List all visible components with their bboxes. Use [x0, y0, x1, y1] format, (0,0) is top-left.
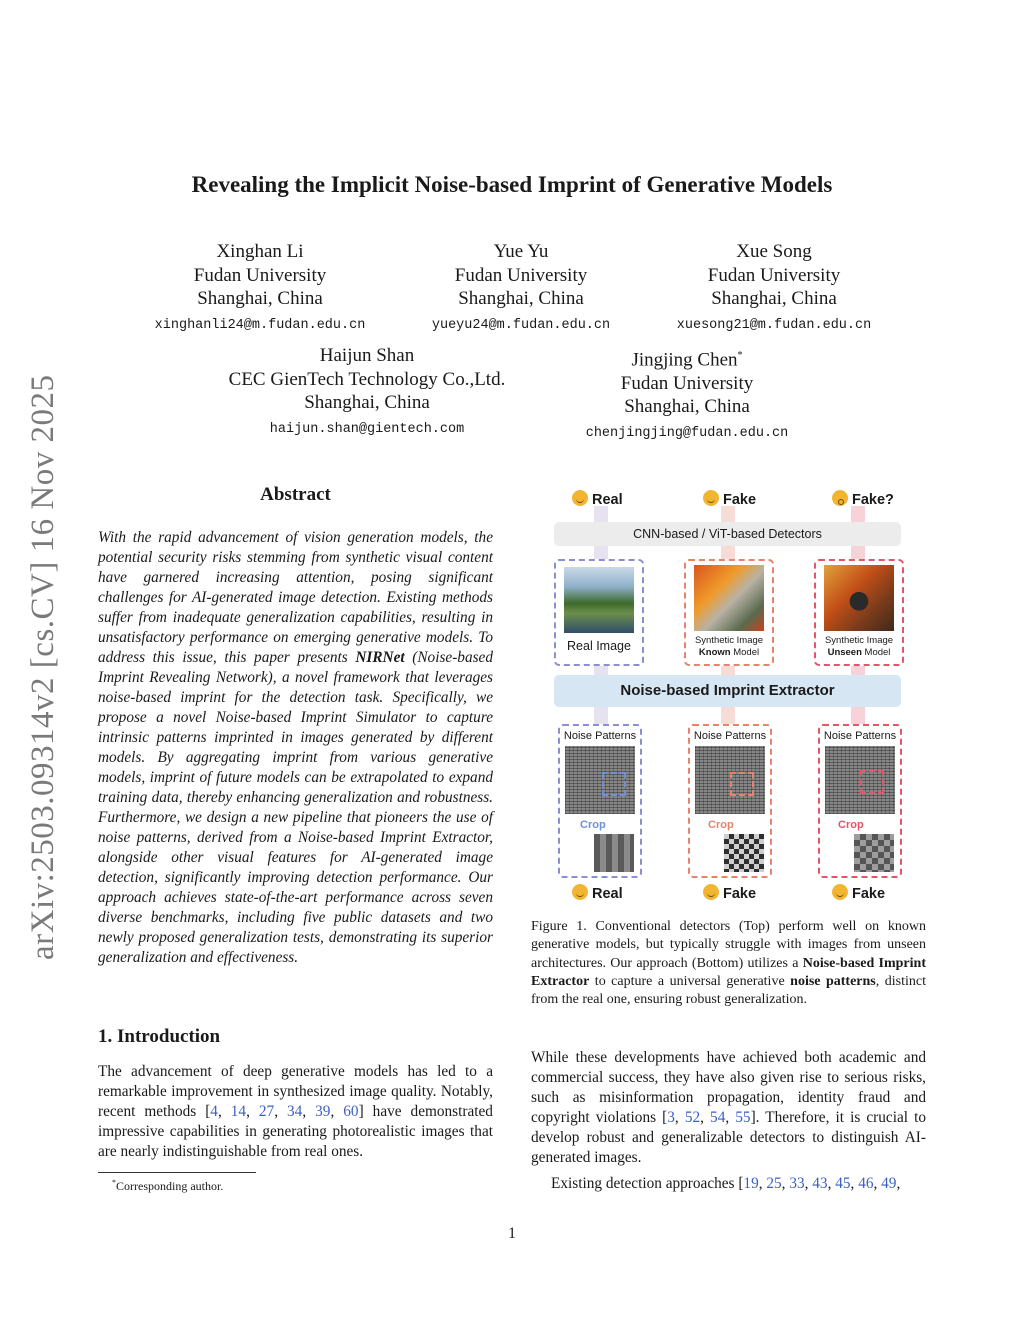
- top-label-real: [572, 490, 623, 508]
- top-label-fake: [703, 490, 756, 508]
- citation-link[interactable]: 19: [743, 1175, 759, 1192]
- bottom-label-real: [572, 884, 623, 902]
- crop-label: Crop: [580, 819, 606, 831]
- figure-caption: [531, 918, 926, 1009]
- caption-bold: noise patterns: [790, 973, 876, 989]
- author-affiliation: Fudan University: [193, 264, 327, 286]
- author-name: Xue Song: [736, 241, 812, 262]
- author-name: Xinghan Li: [216, 241, 304, 262]
- author-affiliation: Fudan University: [620, 372, 754, 394]
- author-affiliation: CEC GienTech Technology Co.,Ltd.: [228, 368, 506, 390]
- author-email[interactable]: yueyu24@m.fudan.edu.cn: [431, 317, 611, 333]
- citation-link[interactable]: 25: [766, 1175, 782, 1192]
- citation-link[interactable]: 39: [315, 1103, 331, 1120]
- caption-text: Figure 1. Conventional detectors (Top) perform well on known generative models, but typically struggle with images from unseen architectures. Our approach (Bottom) utilizes a: [531, 919, 926, 971]
- citation-link[interactable]: 45: [835, 1175, 851, 1192]
- citation-link[interactable]: 46: [858, 1175, 874, 1192]
- citation-link[interactable]: 43: [812, 1175, 828, 1192]
- crop-region: [602, 772, 626, 796]
- noise-patterns-box-real: [558, 724, 642, 878]
- caption-line: Synthetic Image: [694, 635, 764, 646]
- crop-label: Crop: [838, 819, 864, 831]
- author-location: Shanghai, China: [304, 392, 430, 413]
- real-image-caption: Real Image: [567, 639, 631, 653]
- crop-region: [860, 770, 884, 794]
- synthetic-known-photo: [694, 565, 764, 631]
- author-location: Shanghai, China: [624, 396, 750, 418]
- citation-link[interactable]: 34: [287, 1103, 303, 1120]
- abstract-heading: Abstract: [260, 484, 331, 505]
- citation-link[interactable]: 49: [881, 1175, 897, 1192]
- footnote: [112, 1178, 223, 1194]
- author-affiliation: Fudan University: [707, 264, 841, 286]
- author-location: Shanghai, China: [458, 288, 584, 309]
- caption-rest: Model: [861, 646, 891, 658]
- nirnet-name: NIRNet: [355, 649, 405, 666]
- citation-link[interactable]: 60: [343, 1103, 359, 1120]
- label-text: Real: [592, 492, 623, 508]
- body-text: Existing detection approaches [: [551, 1175, 744, 1192]
- author-block: [527, 344, 847, 445]
- citation-link[interactable]: 54: [710, 1109, 726, 1126]
- intro-paragraph-right-2: Existing detection approaches [19, 25, 33, 43, 45, 46, 49,: [551, 1175, 901, 1192]
- synthetic-unseen-box: [814, 559, 904, 666]
- real-photo: [564, 567, 634, 633]
- bottom-label-fake: [703, 884, 756, 902]
- author-name: Jingjing Chen: [631, 349, 738, 371]
- author-location: Shanghai, China: [711, 288, 837, 309]
- citation-link[interactable]: 52: [684, 1109, 701, 1126]
- top-label-fake-question: [832, 490, 894, 508]
- shocked-emoji-icon: [832, 490, 848, 506]
- author-block: [381, 240, 661, 337]
- author-name: Haijun Shan: [319, 345, 415, 366]
- author-affiliation: Fudan University: [454, 264, 588, 286]
- real-image-box: [554, 559, 644, 666]
- noise-patterns-box-known: [688, 724, 772, 878]
- smile-emoji-icon: [572, 884, 588, 900]
- author-email[interactable]: haijun.shan@gientech.com: [269, 421, 465, 437]
- paper-title: Revealing the Implicit Noise-based Imprint of Generative Models: [191, 172, 833, 197]
- caption-bold: Known: [698, 646, 731, 658]
- citation-link[interactable]: 4: [210, 1103, 218, 1120]
- label-text: Fake: [723, 492, 757, 508]
- intro-paragraph-left: The advancement of deep generative models has led to a remarkable improvement in synthesized image quality. Notably, recent methods [4, 14, 27, 34, 39, 60] have demonstrated impressive capabilities in generating photorealistic images that are nearly indistinguishable from real ones.: [98, 1063, 493, 1160]
- body-text: While these developments have achieved both academic and commercial success, they have also given rise to serious risks, such as misinformation propagation, identity fraud and copyright violations [: [531, 1049, 926, 1126]
- synthetic-unseen-caption: [816, 635, 902, 658]
- caption-line: Synthetic Image: [824, 635, 894, 646]
- smile-emoji-icon: [572, 490, 588, 506]
- noise-patterns-box-unseen: [818, 724, 902, 878]
- citation-link[interactable]: 33: [789, 1175, 805, 1192]
- body-text: ,: [896, 1175, 901, 1192]
- synthetic-unseen-photo: [824, 565, 894, 631]
- author-email[interactable]: xuesong21@m.fudan.edu.cn: [676, 317, 872, 333]
- synthetic-known-caption: [686, 635, 772, 658]
- noise-patterns-label: Noise Patterns: [563, 730, 637, 742]
- smile-emoji-icon: [703, 884, 719, 900]
- abstract-text-part: ), a novel framework that leverages noise-based imprint for the detection task. Specifically, we propose a novel Noise-based Imprint Simulator to capture intrinsic patterns imprinted in images generated by different models. By aggregating imprint from various generative models, imprint of future models can be extrapolated to expand training data, thereby enhancing generalization and robustness. Furthermore, we design a new pipeline that pioneers the use of noise patterns, derived from a Noise-based Imprint Extractor, alongside other visual features for AI-generated image detection, significantly improving detection performance. Our approach achieves state-of-the-art performance across seven diverse benchmarks, including five public datasets and two newly proposed generalization tests, demonstrating its superior generalization and effectiveness.: [98, 669, 493, 966]
- caption-line: [686, 647, 772, 659]
- noise-imprint-extractor-band: Noise-based Imprint Extractor: [554, 675, 901, 707]
- cropped-noise-patch: [854, 834, 894, 872]
- author-block: [120, 240, 400, 337]
- figure-1: [540, 484, 920, 904]
- citation-link[interactable]: 55: [735, 1109, 751, 1126]
- body-text: ]. Therefore, it is crucial to develop robust and generalizable detectors to distinguish AI-generated images.: [531, 1109, 926, 1166]
- synthetic-known-box: [684, 559, 774, 666]
- noise-patterns-label: Noise Patterns: [693, 730, 767, 742]
- section-heading-introduction: 1. Introduction: [98, 1026, 221, 1047]
- citation-link[interactable]: 27: [258, 1103, 275, 1120]
- label-text: Fake?: [852, 492, 894, 508]
- author-email[interactable]: chenjingjing@fudan.edu.cn: [585, 425, 789, 441]
- author-location: Shanghai, China: [197, 288, 323, 309]
- arxiv-identifier: arXiv:2503.09314v2 [cs.CV] 16 Nov 2025: [25, 374, 61, 960]
- caption-text: , distinct from the real one, ensuring robust generalization.: [531, 973, 926, 1008]
- crop-region: [730, 772, 754, 796]
- abstract-body: [98, 528, 493, 968]
- smile-emoji-icon: [832, 884, 848, 900]
- intro-paragraph-right: While these developments have achieved both academic and commercial success, they have also given rise to serious risks, such as misinformation propagation, identity fraud and copyright violations [3, 52, 54, 55]. Therefore, it is crucial to develop robust and generalizable detectors to distinguish AI-generated images.: [531, 1049, 926, 1166]
- abstract-text-part: With the rapid advancement of vision generation models, the potential security risks stemming from synthetic visual content have garnered increasing attention, posing significant challenges for AI-generated image detection. Existing methods suffer from inadequate generalization capabilities, resulting in unsatisfactory performance on emerging generative models. To address this issue, this paper presents: [98, 529, 493, 666]
- crop-label: Crop: [708, 819, 734, 831]
- bottom-label-fake-2: [832, 884, 885, 902]
- detector-band: CNN-based / ViT-based Detectors: [554, 522, 901, 546]
- caption-bold: Unseen: [827, 646, 862, 658]
- footnote-divider: [98, 1172, 256, 1173]
- label-text: Fake: [723, 886, 757, 902]
- cropped-noise-patch: [724, 834, 764, 872]
- body-text: The advancement of deep generative models has led to a remarkable improvement in synthesized image quality. Notably, recent methods [: [98, 1063, 493, 1120]
- caption-bold: Noise-based Imprint Extractor: [531, 955, 926, 989]
- citation-link[interactable]: 14: [230, 1103, 247, 1120]
- body-text: ] have demonstrated impressive capabilities in generating photorealistic images that are nearly indistinguishable from real ones.: [98, 1103, 493, 1160]
- cropped-noise-patch: [594, 834, 634, 872]
- abstract-text-part: (: [404, 649, 418, 666]
- footnote-mark: *: [112, 1178, 116, 1187]
- label-text: Real: [592, 886, 623, 902]
- noise-patterns-label: Noise Patterns: [823, 730, 897, 742]
- footnote-text: Corresponding author.: [116, 1179, 224, 1193]
- caption-text: to capture a universal generative: [589, 973, 791, 989]
- author-block: [634, 240, 914, 337]
- citation-link[interactable]: 3: [667, 1109, 675, 1126]
- caption-line: [816, 647, 902, 659]
- label-text: Fake: [852, 886, 886, 902]
- author-block: [207, 344, 527, 441]
- author-email[interactable]: xinghanli24@m.fudan.edu.cn: [154, 317, 366, 333]
- nirnet-expansion: Noise-based Imprint Revealing Network: [98, 649, 493, 686]
- smile-emoji-icon: [703, 490, 719, 506]
- author-name-line: [527, 344, 847, 372]
- caption-rest: Model: [730, 646, 760, 658]
- author-name: Yue Yu: [493, 241, 549, 262]
- page-number: 1: [508, 1225, 516, 1242]
- corresponding-mark: *: [737, 350, 743, 361]
